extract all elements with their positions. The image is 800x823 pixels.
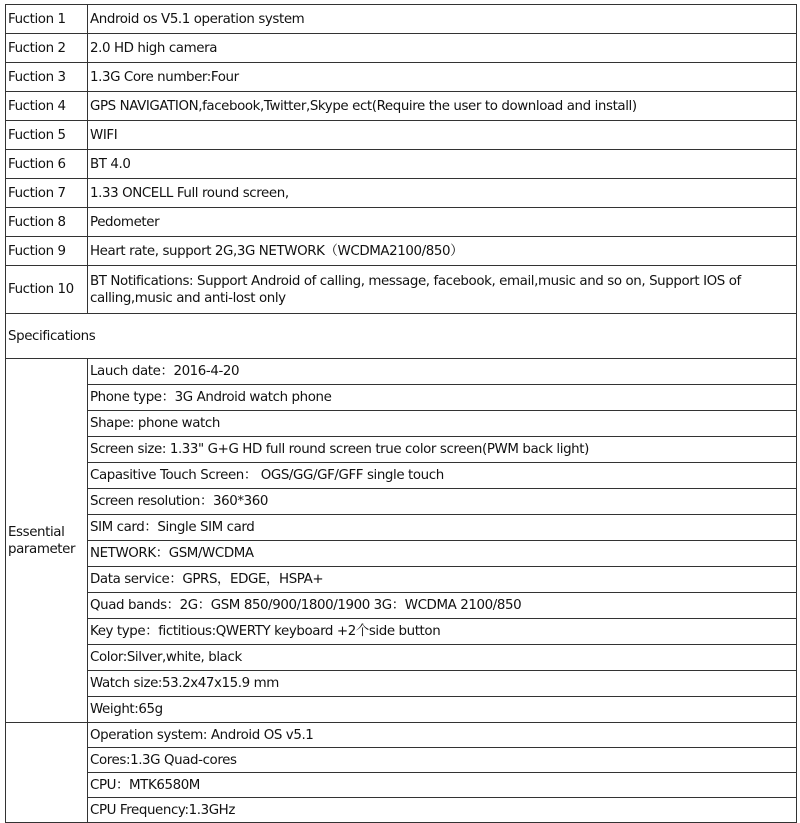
function-row bbox=[6, 121, 797, 150]
function-value: 1.3G Core number:Four bbox=[88, 63, 797, 92]
spec-row bbox=[6, 773, 797, 798]
spec-value: SIM card：Single SIM card bbox=[88, 515, 797, 541]
spec-row bbox=[6, 798, 797, 823]
function-label: Fuction 7 bbox=[6, 179, 88, 208]
spec-row bbox=[6, 697, 797, 723]
spec-value: CPU Frequency:1.3GHz bbox=[88, 798, 797, 823]
spec-row bbox=[6, 619, 797, 645]
spec-row bbox=[6, 411, 797, 437]
spec-value: Cores:1.3G Quad-cores bbox=[88, 748, 797, 773]
spec-value: Screen size: 1.33" G+G HD full round screen true color screen(PWM back light) bbox=[88, 437, 797, 463]
spec-value: Shape: phone watch bbox=[88, 411, 797, 437]
function-label: Fuction 2 bbox=[6, 34, 88, 63]
function-row bbox=[6, 237, 797, 266]
function-row bbox=[6, 34, 797, 63]
function-value: BT 4.0 bbox=[88, 150, 797, 179]
function-value: Android os V5.1 operation system bbox=[88, 5, 797, 34]
function-row bbox=[6, 266, 797, 314]
spec-row bbox=[6, 515, 797, 541]
spec-value: Data service：GPRS，EDGE，HSPA+ bbox=[88, 567, 797, 593]
spec-value: Screen resolution：360*360 bbox=[88, 489, 797, 515]
spec-value: Capasitive Touch Screen： OGS/GG/GF/GFF single touch bbox=[88, 463, 797, 489]
spec-row bbox=[6, 645, 797, 671]
spec-value: Operation system: Android OS v5.1 bbox=[88, 723, 797, 748]
spec-value: Watch size:53.2x47x15.9 mm bbox=[88, 671, 797, 697]
specifications-heading: Specifications bbox=[6, 314, 797, 359]
spec-value: Key type：fictitious:QWERTY keyboard +2个side button bbox=[88, 619, 797, 645]
function-label: Fuction 6 bbox=[6, 150, 88, 179]
spec-table bbox=[5, 4, 797, 823]
function-row bbox=[6, 208, 797, 237]
spec-row bbox=[6, 723, 797, 748]
spec-value: CPU：MTK6580M bbox=[88, 773, 797, 798]
function-row bbox=[6, 179, 797, 208]
function-value: Heart rate, support 2G,3G NETWORK（WCDMA2100/850） bbox=[88, 237, 797, 266]
function-row bbox=[6, 63, 797, 92]
spec-value: NETWORK：GSM/WCDMA bbox=[88, 541, 797, 567]
function-row bbox=[6, 92, 797, 121]
function-label: Fuction 1 bbox=[6, 5, 88, 34]
group-label-system bbox=[6, 723, 88, 823]
function-label: Fuction 10 bbox=[6, 266, 88, 314]
function-value: Pedometer bbox=[88, 208, 797, 237]
spec-row bbox=[6, 437, 797, 463]
spec-row bbox=[6, 489, 797, 515]
function-label: Fuction 4 bbox=[6, 92, 88, 121]
function-value: WIFI bbox=[88, 121, 797, 150]
spec-value: Quad bands：2G：GSM 850/900/1800/1900 3G：WCDMA 2100/850 bbox=[88, 593, 797, 619]
spec-value: Phone type：3G Android watch phone bbox=[88, 385, 797, 411]
spec-row bbox=[6, 463, 797, 489]
function-value: BT Notifications: Support Android of calling, message, facebook, email,music and so on, Support IOS of calling,music and anti-lost only bbox=[88, 266, 797, 314]
spec-value: Lauch date：2016-4-20 bbox=[88, 359, 797, 385]
function-label: Fuction 8 bbox=[6, 208, 88, 237]
function-value: GPS NAVIGATION,facebook,Twitter,Skype ect(Require the user to download and install) bbox=[88, 92, 797, 121]
function-label: Fuction 3 bbox=[6, 63, 88, 92]
function-value: 2.0 HD high camera bbox=[88, 34, 797, 63]
function-row bbox=[6, 150, 797, 179]
spec-row bbox=[6, 359, 797, 385]
function-row bbox=[6, 5, 797, 34]
spec-row bbox=[6, 541, 797, 567]
spec-row bbox=[6, 593, 797, 619]
function-value: 1.33 ONCELL Full round screen, bbox=[88, 179, 797, 208]
spec-row bbox=[6, 671, 797, 697]
function-label: Fuction 5 bbox=[6, 121, 88, 150]
spec-row bbox=[6, 567, 797, 593]
group-label-essential: Essential parameter bbox=[6, 359, 88, 723]
spec-row bbox=[6, 748, 797, 773]
spec-value: Color:Silver,white, black bbox=[88, 645, 797, 671]
spec-value: Weight:65g bbox=[88, 697, 797, 723]
function-label: Fuction 9 bbox=[6, 237, 88, 266]
spec-row bbox=[6, 385, 797, 411]
